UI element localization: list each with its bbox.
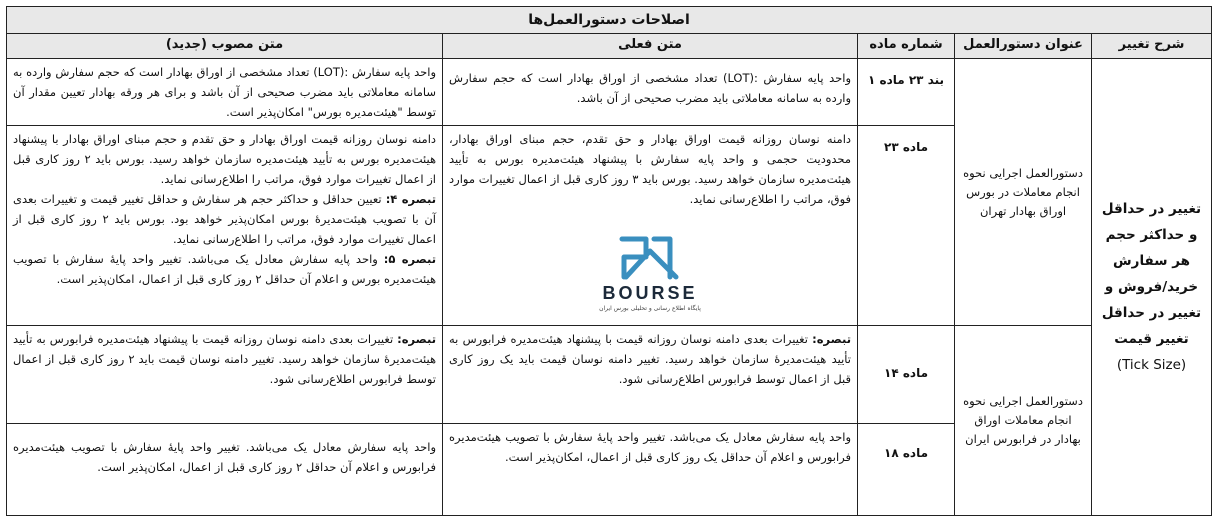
header-current-text: متن فعلی bbox=[443, 34, 858, 59]
header-instruction-title: عنوان دستورالعمل bbox=[955, 34, 1092, 59]
tick-size-label: (Tick Size) bbox=[1116, 357, 1187, 373]
table-row bbox=[7, 59, 1212, 126]
header-article-number: شماره ماده bbox=[858, 34, 955, 59]
approved-text: واحد پایه سفارش :(LOT) تعداد مشخصی از اوراق بهادار است که حجم سفارش وارده به سامانه معاملاتی باید مضرب صحیحی از آن باشد و برای هر ورقه بهادار تعیین مقدار آن توسط "هیئت‌مدیره بورس" امکان‌پذیر است. bbox=[13, 65, 437, 119]
approved-text: دامنه نوسان روزانه قیمت اوراق بهادار و حق تقدم و حجم مبنای اوراق بهادار با پیشنهاد هیئت‌مدیره بورس به تأیید هیئت‌مدیره سازمان خواهد رسید. بورس باید ۲ روز کاری قبل از اعمال تغییرات موارد فوق، مراتب را اطلاع‌رسانی نماید. bbox=[13, 132, 437, 186]
note-5-label: تبصره ۵: bbox=[383, 252, 437, 266]
approved-text-cell bbox=[7, 326, 443, 424]
instruction-title-bourse: دستورالعمل اجرایی نحوه انجام معاملات در بورس اوراق بهادار تهران bbox=[955, 59, 1092, 326]
approved-text-cell bbox=[7, 424, 443, 516]
article-number: بند ۲۳ ماده ۱ bbox=[858, 59, 955, 126]
change-description-cell bbox=[1092, 59, 1212, 516]
article-number: ماده ۲۳ bbox=[858, 126, 955, 326]
current-text: دامنه نوسان روزانه قیمت اوراق بهادار و حق تقدم، حجم مبنای اوراق بهادار، محدودیت حجمی و واحد پایه سفارش با پیشنهاد هیئت‌مدیره بورس به تأیید هیئت‌مدیره سازمان خواهد رسید. بورس باید ۳ روز کاری قبل از اعمال تغییرات موارد فوق، مراتب را اطلاع‌رسانی نماید. bbox=[449, 132, 852, 206]
current-text-cell bbox=[443, 326, 858, 424]
amendments-table bbox=[6, 6, 1212, 516]
article-number: ماده ۱۸ bbox=[858, 424, 955, 516]
logo-tagline: پایگاه اطلاع رسانی و تحلیلی بورس ایران bbox=[599, 305, 701, 312]
current-text: واحد پایه سفارش :(LOT) تعداد مشخصی از اوراق بهادار است که حجم سفارش وارده به سامانه معاملاتی باید مضرب صحیحی از آن باشد. bbox=[449, 71, 852, 105]
current-text: واحد پایه سفارش معادل یک می‌باشد. تغییر واحد پایهٔ سفارش با تصویب هیئت‌مدیره فرابورس و اعلام آن حداقل یک روز کاری قبل از اعمال، امکان‌پذیر است. bbox=[449, 430, 852, 464]
article-number: ماده ۱۴ bbox=[858, 326, 955, 424]
note-label: تبصره: bbox=[397, 332, 437, 346]
header-row bbox=[7, 34, 1212, 59]
table-row bbox=[7, 326, 1212, 424]
approved-text-cell bbox=[7, 126, 443, 326]
bourse-logo-icon bbox=[580, 227, 720, 313]
note-4-label: تبصره ۴: bbox=[385, 192, 437, 206]
instruction-title-farabourse: دستورالعمل اجرایی نحوه انجام معاملات اوراق بهادار در فرابورس ایران bbox=[955, 326, 1092, 516]
approved-text-cell bbox=[7, 59, 443, 126]
approved-text: واحد پایه سفارش معادل یک می‌باشد. تغییر واحد پایهٔ سفارش با تصویب هیئت‌مدیره فرابورس و اعلام آن حداقل ۲ روز کاری قبل از اعمال، امکان‌پذیر است. bbox=[13, 440, 437, 474]
current-text-cell bbox=[443, 126, 858, 326]
amendments-document bbox=[6, 6, 1211, 516]
current-text: تغییرات بعدی دامنه نوسان روزانه قیمت با پیشنهاد هیئت‌مدیره فرابورس به تأیید هیئت‌مدیرهٔ سازمان خواهد رسید. تغییر دامنه نوسان قیمت باید یک روز کاری قبل از اعمال توسط فرابورس اطلاع‌رسانی شود. bbox=[449, 332, 852, 386]
table-title: اصلاحات دستورالعمل‌ها bbox=[7, 7, 1212, 34]
change-description-text: تغییر در حداقل و حداکثر حجم هر سفارش خرید/فروش و تغییر در حداقل تغییر قیمت bbox=[1101, 201, 1202, 347]
header-approved-text: متن مصوب (جدید) bbox=[7, 34, 443, 59]
approved-text: تغییرات بعدی دامنه نوسان روزانه قیمت با پیشنهاد هیئت‌مدیره فرابورس به تأیید هیئت‌مدیرهٔ سازمان خواهد رسید. تغییر دامنه نوسان قیمت باید ۲ روز کاری قبل از اعمال توسط فرابورس اطلاع‌رسانی شود. bbox=[13, 332, 437, 386]
note-label: تبصره: bbox=[812, 332, 852, 346]
note-4-text: تعیین حداقل و حداکثر حجم هر سفارش و حداقل تغییر قیمت و تغییرات بعدی آن با تصویب هیئت‌مدیرهٔ بورس امکان‌پذیر خواهد بود. بورس باید ۲ روز کاری قبل از اعمال تغییرات موارد فوق، مراتب را اطلاع‌رسانی نماید. bbox=[13, 192, 437, 246]
current-text-cell bbox=[443, 424, 858, 516]
note-5-text: واحد پایه سفارش معادل یک می‌باشد. تغییر واحد پایهٔ سفارش با تصویب هیئت‌مدیره بورس و اعلام آن حداقل ۲ روز کاری قبل از اعمال، امکان‌پذیر است. bbox=[13, 252, 437, 286]
logo-word: BOURSE bbox=[602, 283, 698, 303]
header-change-description: شرح تغییر bbox=[1092, 34, 1212, 59]
current-text-cell bbox=[443, 59, 858, 126]
bourse-logo bbox=[449, 227, 851, 319]
